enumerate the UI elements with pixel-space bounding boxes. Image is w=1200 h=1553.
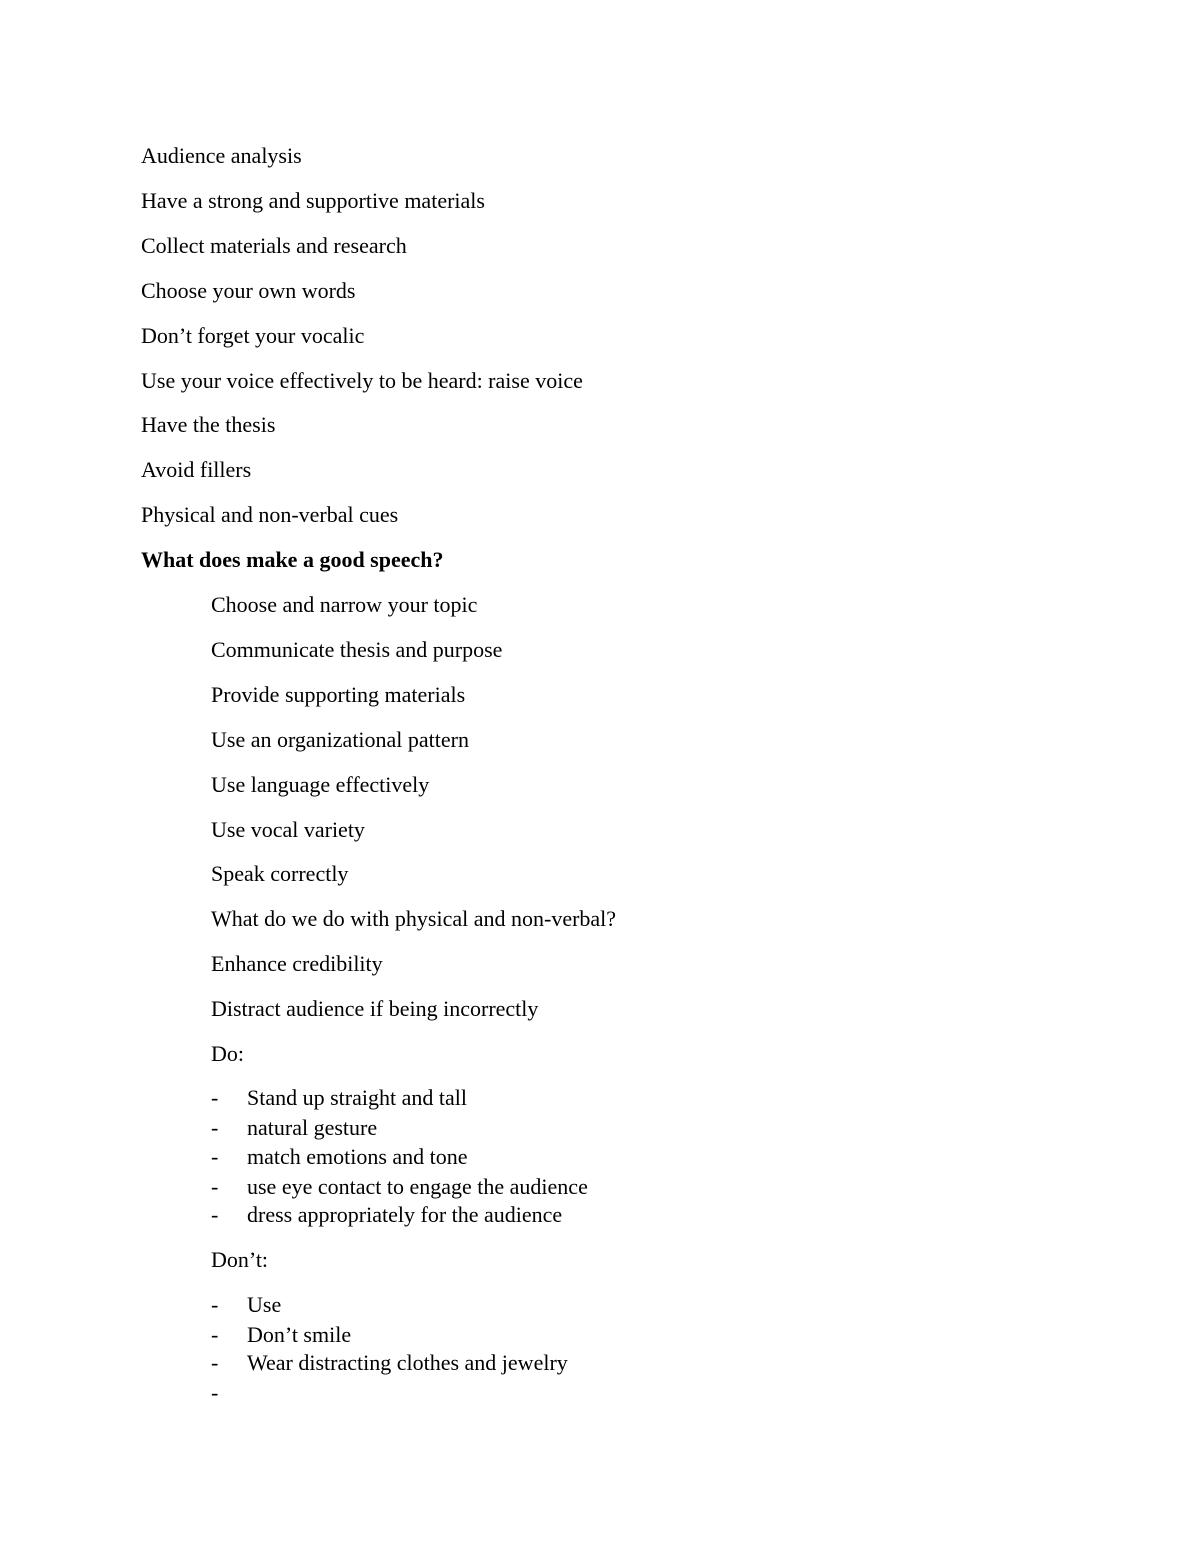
indented-line: Communicate thesis and purpose: [211, 637, 503, 662]
bullet-dash: -: [211, 1085, 219, 1110]
do-list-item: match emotions and tone: [247, 1144, 468, 1169]
dont-label: Don’t:: [211, 1247, 269, 1272]
section-heading: What does make a good speech?: [141, 547, 444, 572]
do-list-item: dress appropriately for the audience: [247, 1202, 563, 1227]
do-list-item: natural gesture: [247, 1115, 378, 1140]
bullet-dash: -: [211, 1322, 219, 1347]
dont-list-item: Wear distracting clothes and jewelry: [247, 1350, 568, 1375]
do-label: Do:: [211, 1041, 244, 1066]
note-line: Use your voice effectively to be heard: raise voice: [141, 368, 583, 393]
note-line: Have a strong and supportive materials: [141, 188, 485, 213]
indented-line: Use language effectively: [211, 772, 430, 797]
bullet-dash: -: [211, 1115, 219, 1140]
indented-line: Choose and narrow your topic: [211, 592, 478, 617]
bullet-dash: -: [211, 1350, 219, 1375]
indented-line: Enhance credibility: [211, 951, 383, 976]
indented-line: Speak correctly: [211, 861, 349, 886]
note-line: Collect materials and research: [141, 233, 407, 258]
bullet-dash: -: [211, 1202, 219, 1227]
do-list-item: use eye contact to engage the audience: [247, 1174, 588, 1199]
note-line: Don’t forget your vocalic: [141, 323, 365, 348]
bullet-dash: -: [211, 1144, 219, 1169]
bullet-dash: -: [211, 1174, 219, 1199]
note-line: Have the thesis: [141, 412, 276, 437]
note-line: Avoid fillers: [141, 457, 252, 482]
bullet-dash: -: [211, 1292, 219, 1317]
indented-line: Distract audience if being incorrectly: [211, 996, 539, 1021]
dont-list-item: Use: [247, 1292, 282, 1317]
note-line: Physical and non-verbal cues: [141, 502, 399, 527]
indented-line: What do we do with physical and non-verbal?: [211, 906, 617, 931]
indented-line: Provide supporting materials: [211, 682, 466, 707]
dont-list-item: Don’t smile: [247, 1322, 352, 1347]
do-list-item: Stand up straight and tall: [247, 1085, 467, 1110]
bullet-dash: -: [211, 1380, 219, 1405]
note-line: Choose your own words: [141, 278, 356, 303]
indented-line: Use vocal variety: [211, 817, 365, 842]
indented-line: Use an organizational pattern: [211, 727, 469, 752]
note-line: Audience analysis: [141, 143, 302, 168]
